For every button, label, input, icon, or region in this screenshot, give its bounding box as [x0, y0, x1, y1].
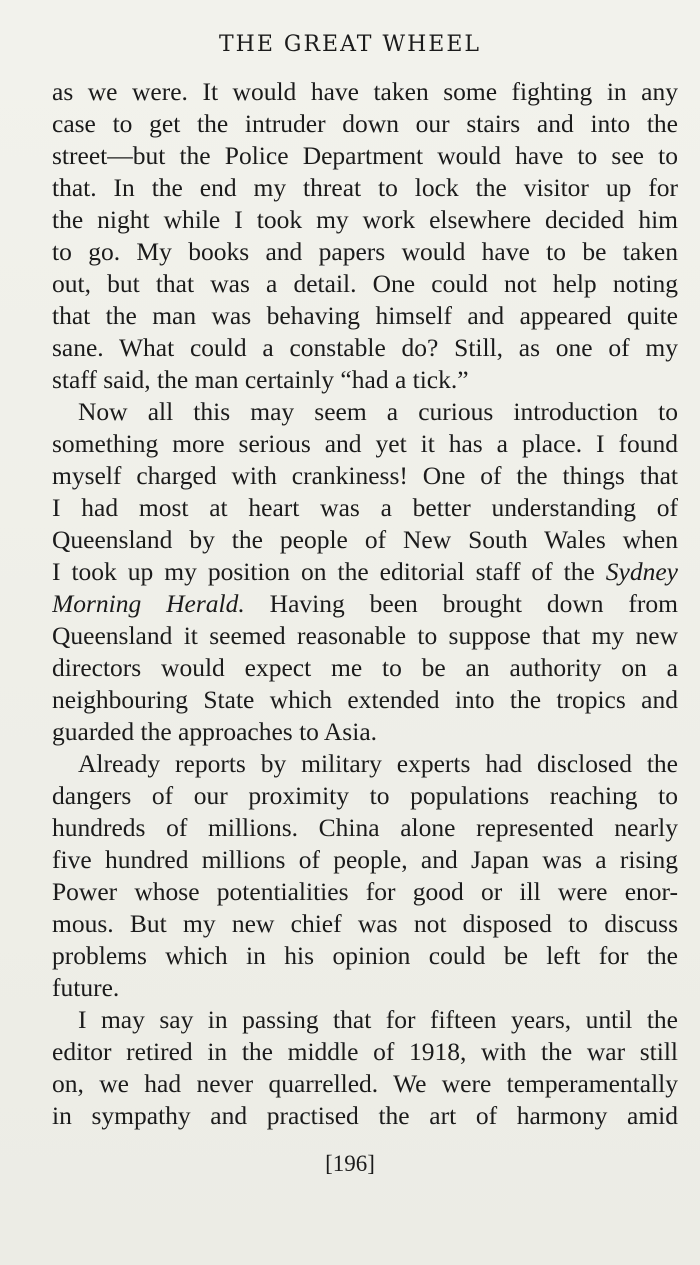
text-line	[52, 172, 678, 204]
text-line	[52, 300, 678, 332]
line-text: Having been brought down from	[244, 589, 678, 618]
line-text: future.	[52, 973, 120, 1002]
text-line	[52, 396, 678, 428]
text-line	[52, 684, 678, 716]
text-line	[52, 1100, 678, 1132]
body-text	[52, 76, 678, 1132]
text-line	[52, 236, 678, 268]
line-text: the night while I took my work elsewhere decided him	[52, 205, 678, 234]
line-text: I took up my position on the editorial staff of the	[52, 557, 606, 586]
line-text: Queensland it seemed reasonable to suppose that my new	[52, 621, 678, 650]
text-line	[52, 1036, 678, 1068]
text-line	[52, 908, 678, 940]
text-line	[52, 844, 678, 876]
line-text: dangers of our proximity to populations reaching to	[52, 781, 678, 810]
line-text: case to get the intruder down our stairs and into the	[52, 109, 678, 138]
text-line	[52, 876, 678, 908]
text-line	[52, 76, 678, 108]
text-line	[52, 748, 678, 780]
line-text: I had most at heart was a better understanding of	[52, 493, 678, 522]
italic-title: Sydney	[605, 557, 678, 586]
text-line	[52, 140, 678, 172]
line-text: staff said, the man certainly “had a tick.”	[52, 365, 469, 394]
line-text: to go. My books and papers would have to be taken	[52, 237, 678, 266]
text-line	[52, 716, 678, 748]
text-line	[52, 332, 678, 364]
text-line	[52, 428, 678, 460]
line-text: sane. What could a constable do? Still, as one of my	[52, 333, 678, 362]
line-text: myself charged with crankiness! One of the things that	[52, 461, 678, 490]
text-line	[52, 780, 678, 812]
line-text: directors would expect me to be an authority on a	[52, 653, 678, 682]
page-number: [196]	[325, 1151, 375, 1176]
line-text: editor retired in the middle of 1918, with the war still	[52, 1037, 678, 1066]
text-line	[52, 940, 678, 972]
text-line	[52, 1068, 678, 1100]
line-text: guarded the approaches to Asia.	[52, 717, 378, 746]
text-line	[52, 364, 678, 396]
italic-title: Morning Herald.	[52, 589, 245, 618]
text-line	[52, 812, 678, 844]
running-head: THE GREAT WHEEL	[219, 32, 481, 57]
line-text: in sympathy and practised the art of harmony amid	[52, 1101, 678, 1130]
text-line	[52, 524, 678, 556]
text-line	[52, 108, 678, 140]
line-text: Power whose potentialities for good or ill were enor-	[52, 877, 678, 906]
line-text: Queensland by the people of New South Wales when	[52, 525, 678, 554]
line-text: street—but the Police Department would have to see to	[52, 141, 678, 170]
text-line	[52, 588, 678, 620]
line-text: out, but that was a detail. One could not help noting	[52, 269, 678, 298]
text-line	[52, 492, 678, 524]
text-line	[52, 1004, 678, 1036]
text-line	[52, 620, 678, 652]
line-text: neighbouring State which extended into the tropics and	[52, 685, 678, 714]
line-text: Now all this may seem a curious introduction to	[78, 397, 678, 426]
text-line	[52, 556, 678, 588]
line-text: problems which in his opinion could be left for the	[52, 941, 678, 970]
line-text: that the man was behaving himself and appeared quite	[52, 301, 678, 330]
line-text: five hundred millions of people, and Japan was a rising	[52, 845, 678, 874]
line-text: something more serious and yet it has a place. I found	[52, 429, 678, 458]
line-text: on, we had never quarrelled. We were temperamentally	[52, 1069, 678, 1098]
text-line	[52, 204, 678, 236]
line-text: I may say in passing that for fifteen years, until the	[78, 1005, 678, 1034]
line-text: Already reports by military experts had disclosed the	[78, 749, 678, 778]
line-text: as we were. It would have taken some fighting in any	[52, 77, 678, 106]
text-line	[52, 972, 678, 1004]
line-text: hundreds of millions. China alone represented nearly	[52, 813, 678, 842]
text-line	[52, 268, 678, 300]
text-line	[52, 460, 678, 492]
line-text: mous. But my new chief was not disposed to discuss	[52, 909, 678, 938]
text-line	[52, 652, 678, 684]
line-text: that. In the end my threat to lock the visitor up for	[52, 173, 678, 202]
